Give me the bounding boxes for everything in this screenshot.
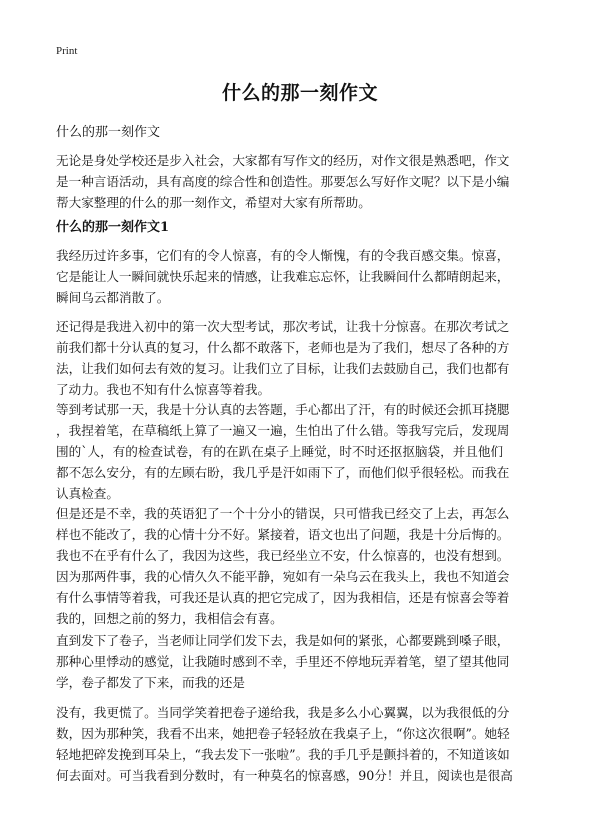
- paragraph-line: 我的，回想之前的努力，我相信会有喜。: [56, 611, 283, 626]
- body-paragraph-6: [56, 630, 548, 693]
- paragraph-line: 样也不能改了，我的心情十分不好。紧接着，语文也出了问题，我是十分后悔的。: [56, 527, 510, 542]
- body-paragraph-7: [56, 702, 548, 786]
- paragraph-line: 学，卷子都发了下来，而我的还是: [56, 675, 245, 690]
- paragraph-line: 因为那两件事，我的心情久久不能平静，宛如有一朵乌云在我头上，我也不知道会: [56, 569, 510, 584]
- paragraph-line: 数，因为那种笑，我看不出来，她把卷子轻轻放在我桌子上，“你这次很啊”。她轻: [56, 726, 510, 741]
- paragraph-line: 法，让我们如何去有效的复习。让我们立了目标，让我们去鼓励自己，我们也都有: [56, 361, 510, 376]
- print-label: Print: [56, 45, 78, 57]
- paragraph-line: ，我捏着笔，在草稿纸上算了一遍又一遍，生怕出了什么错。等我写完后，发现周: [56, 423, 510, 438]
- page-title: 什么的那一刻作文: [221, 82, 378, 104]
- paragraph-line: 我经历过许多事，它们有的令人惊喜，有的令人惭愧，有的令我百感交集。惊喜，: [56, 248, 510, 263]
- paragraph-line: 何去面对。可当我看到分数时，有一种莫名的惊喜感，90分！并且，阅读也是很高: [56, 768, 513, 783]
- intro-line: 帮大家整理的什么的那一刻作文，希望对大家有所帮助。: [56, 195, 371, 210]
- paragraph-line: 那种心里悸动的感觉，让我随时感到不幸，手里还不停地玩弄着笔，望了望其他同: [56, 654, 510, 669]
- paragraph-line: 它是能让人一瞬间就快乐起来的情感，让我难忘忘怀，让我瞬间什么都晴朗起来，: [56, 269, 510, 284]
- body-paragraph-1: [56, 245, 548, 308]
- intro-paragraph: [56, 150, 548, 213]
- paragraph-line: 等到考试那一天，我是十分认真的去答题，手心都出了汗，有的时候还会抓耳挠腮: [56, 402, 510, 417]
- intro-line: 是一种言语活动，具有高度的综合性和创造性。那要怎么写好作文呢？以下是小编: [56, 174, 510, 189]
- paragraph-line: 前我们都十分认真的复习，什么都不敢落下，老师也是为了我们，想尽了各种的方: [56, 340, 510, 355]
- body-paragraph-2: [56, 316, 548, 400]
- body-paragraph-5: [56, 566, 548, 629]
- paragraph-line: 围的`人，有的检查试卷，有的在趴在桌子上睡觉，时不时还抠抠脑袋，并且他们: [56, 444, 504, 459]
- paragraph-line: 认真检查。: [56, 486, 119, 501]
- body-paragraph-3: [56, 399, 548, 504]
- section-heading: 什么的那一刻作文1: [56, 220, 170, 235]
- paragraph-line: 了动力。我也不知有什么惊喜等着我。: [56, 382, 271, 397]
- paragraph-line: 直到发下了卷子，当老师让同学们发下去，我是如何的紧张，心都要跳到嗓子眼，: [56, 633, 510, 648]
- intro-line: 无论是身处学校还是步入社会，大家都有写作文的经历，对作文很是熟悉吧，作文: [56, 153, 510, 168]
- paragraph-line: 没有，我更慌了。当同学笑着把卷子递给我，我是多么小心翼翼，以为我很低的分: [56, 705, 510, 720]
- paragraph-line: 还记得是我进入初中的第一次大型考试，那次考试，让我十分惊喜。在那次考试之: [56, 319, 510, 334]
- body-paragraph-4: [56, 503, 548, 566]
- paragraph-line: 我也不在乎有什么了，我因为这些，我已经坐立不安，什么惊喜的，也没有想到。: [56, 548, 510, 563]
- paragraph-line: 瞬间乌云都消散了。: [56, 290, 170, 305]
- paragraph-line: 有什么事情等着我，可我还是认真的把它完成了，因为我相信，还是有惊喜会等着: [56, 590, 510, 605]
- paragraph-line: 都不怎么安分，有的左顾右盼，我几乎是汗如雨下了，而他们似乎很轻松。而我在: [56, 465, 510, 480]
- paragraph-line: 轻地把碎发挽到耳朵上，“我去发下一张啦”。我的手几乎是颤抖着的，不知道该如: [56, 747, 510, 762]
- document-subtitle: 什么的那一刻作文: [56, 125, 161, 140]
- paragraph-line: 但是还是不幸，我的英语犯了一个十分小的错误，只可惜我已经交了上去，再怎么: [56, 506, 510, 521]
